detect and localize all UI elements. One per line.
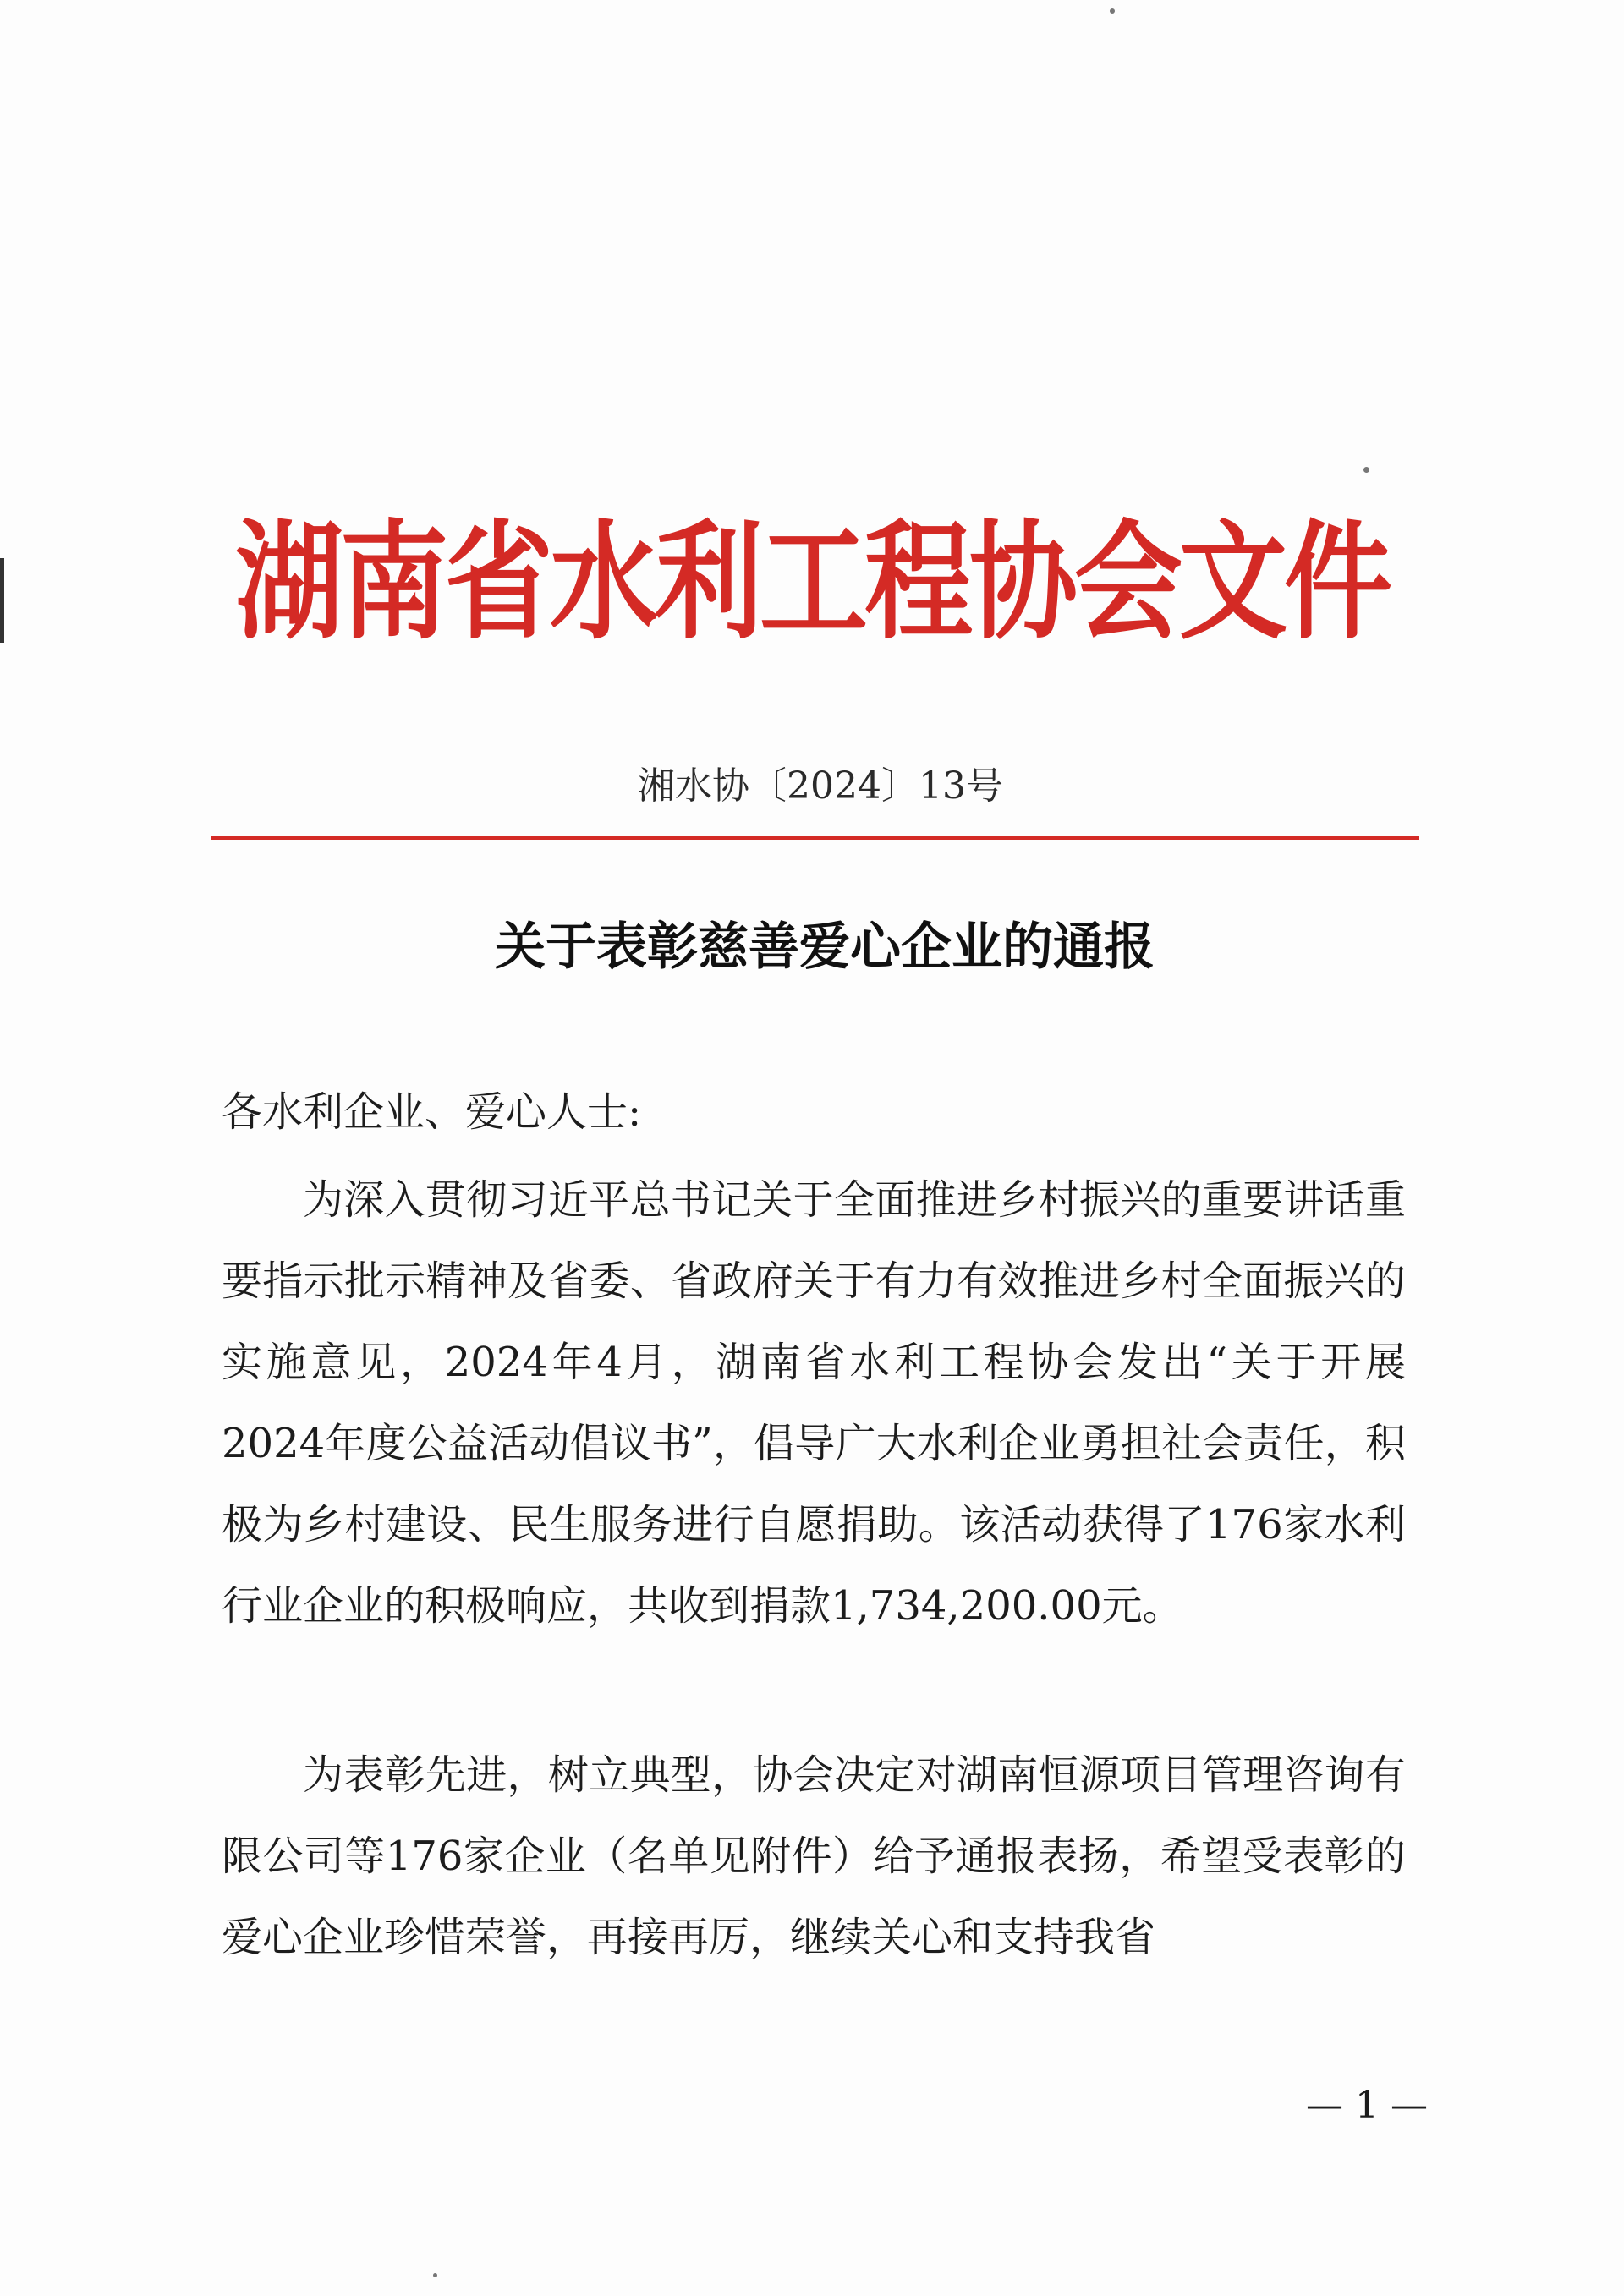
body-paragraph: 为深入贯彻习近平总书记关于全面推进乡村振兴的重要讲话重要指示批示精神及省委、省政府关于有力有效推进乡村全面振兴的实施意见，2024年4月，湖南省水利工程协会发出“关于开展2024年度公益活动倡议书”，倡导广大水利企业勇担社会责任，积极为乡村建设、民生服务进行自愿捐助。该活动获得了176家水利行业企业的积极响应，共收到捐款1,734,200.00元。 (222, 1176, 1406, 1630)
scan-speck (433, 2273, 437, 2277)
header-red-rule (211, 836, 1419, 840)
page-number: — 1 — (1306, 2084, 1428, 2127)
body-paragraph: 为表彰先进，树立典型，协会决定对湖南恒源项目管理咨询有限公司等176家企业（名单见附件）给予通报表扬，希望受表彰的爱心企业珍惜荣誉，再接再厉，继续关心和支持我省 (222, 1751, 1406, 1961)
scan-speck (1363, 467, 1369, 473)
document-number: 湘水协〔2024〕13号 (638, 764, 1003, 808)
salutation: 各水利企业、爱心人士: (222, 1088, 642, 1136)
scan-speck (1110, 8, 1115, 14)
issuer-masthead: 湖南省水利工程协会文件 (234, 508, 1389, 658)
notice-title: 关于表彰慈善爱心企业的通报 (495, 918, 1155, 977)
